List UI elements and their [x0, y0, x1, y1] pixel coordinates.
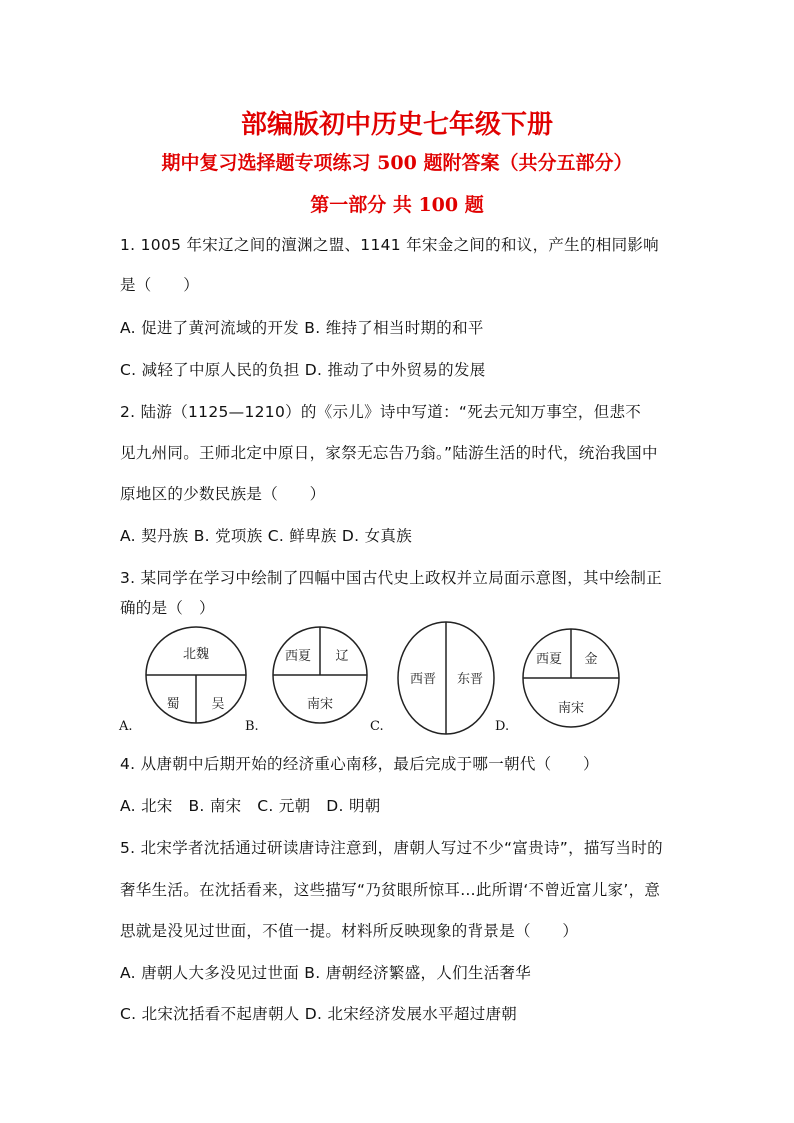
- q5-option-line: C. 北宋沈括看不起唐朝人 D. 北宋经济发展水平超过唐朝: [120, 1005, 518, 1023]
- q3-diagrams-svg: [118, 620, 718, 740]
- document-title: 部编版初中历史七年级下册: [240, 110, 553, 140]
- diagram-c-label: C.: [370, 719, 384, 734]
- region-label: 东晋: [456, 672, 484, 687]
- region-label: 西夏: [535, 652, 563, 667]
- region-label: 南宋: [557, 701, 585, 716]
- diagram-b-label: B.: [245, 719, 259, 734]
- q5-option-line: A. 唐朝人大多没见过世面 B. 唐朝经济繁盛，人们生活奢华: [120, 964, 532, 982]
- q1-option-line: A. 促进了黄河流域的开发 B. 维持了相当时期的和平: [120, 319, 484, 337]
- q1-stem-line: 1. 1005 年宋辽之间的澶渊之盟、1141 年宋金之间的和议，产生的相同影响: [120, 236, 659, 254]
- q4-stem-line: 4. 从唐朝中后期开始的经济重心南移，最后完成于哪一朝代（ ）: [120, 755, 599, 773]
- q2-stem-line: 见九州同。王师北定中原日，家祭无忘告乃翁。”陆游生活的时代，统治我国中: [120, 444, 658, 462]
- q2-option-line: A. 契丹族 B. 党项族 C. 鲜卑族 D. 女真族: [120, 527, 413, 545]
- q1-option-line: C. 减轻了中原人民的负担 D. 推动了中外贸易的发展: [120, 361, 486, 379]
- region-label: 吴: [211, 697, 225, 712]
- region-label: 南宋: [306, 697, 334, 712]
- region-label: 西晋: [409, 672, 437, 687]
- section-heading: 第一部分 共 100 题: [310, 194, 484, 216]
- diagram-c: [398, 622, 494, 734]
- q5-stem-line: 奢华生活。在沈括看来，这些描写“乃贫眼所惊耳…此所谓‘不曾近富儿家’，意: [120, 881, 661, 899]
- q1-stem-line: 是（ ）: [120, 276, 200, 294]
- diagram-a-label: A.: [119, 719, 133, 734]
- region-label: 西夏: [284, 649, 312, 664]
- q3-diagrams: [118, 620, 718, 740]
- diagram-d: [523, 629, 619, 727]
- diagram-d-label: D.: [495, 719, 510, 734]
- q2-stem-line: 原地区的少数民族是（ ）: [120, 485, 326, 503]
- region-label: 金: [584, 652, 598, 667]
- q5-stem-line: 思就是没见过世面，不值一提。材料所反映现象的背景是（ ）: [120, 922, 579, 940]
- region-label: 蜀: [166, 697, 180, 712]
- q3-stem-line: 确的是（ ）: [120, 599, 215, 617]
- region-label: 北魏: [182, 647, 210, 662]
- region-label: 辽: [335, 649, 349, 664]
- q5-stem-line: 5. 北宋学者沈括通过研读唐诗注意到，唐朝人写过不少“富贵诗”，描写当时的: [120, 839, 663, 857]
- q2-stem-line: 2. 陆游（1125—1210）的《示儿》诗中写道：“死去元知万事空，但悲不: [120, 403, 642, 421]
- q3-stem-line: 3. 某同学在学习中绘制了四幅中国古代史上政权并立局面示意图，其中绘制正: [120, 569, 663, 587]
- diagram-a: [146, 627, 246, 723]
- diagram-b: [273, 627, 367, 723]
- q4-option-line: A. 北宋 B. 南宋 C. 元朝 D. 明朝: [120, 797, 381, 815]
- document-subtitle: 期中复习选择题专项练习 500 题附答案（共分五部分）: [161, 152, 633, 174]
